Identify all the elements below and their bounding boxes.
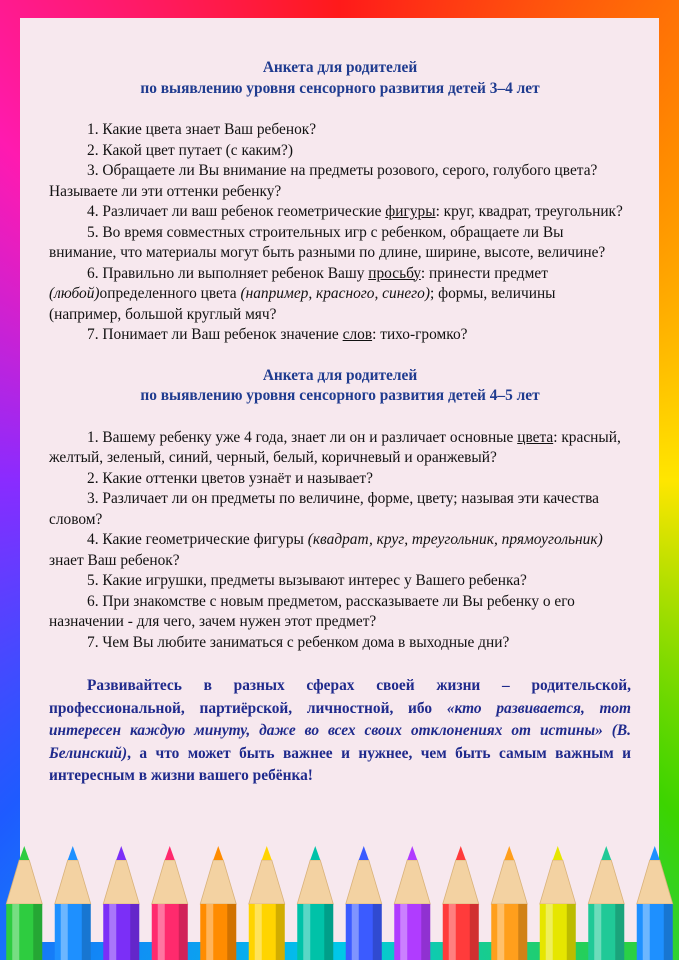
section2-title-line2: по выявлению уровня сенсорного развития детей 4–5 лет: [140, 387, 540, 404]
section2-q4-italic: (квадрат, круг, треугольник, прямоугольник): [307, 531, 603, 548]
pencil-14: [637, 846, 673, 960]
section1-question-5: 5. Во время совместных строительных игр с ребенком, обращаете ли Вы внимание, что материалы могут быть разными по длине, ширине, высоте, величине?: [49, 223, 606, 261]
section1-question-4: [49, 202, 631, 223]
section1-title: [49, 58, 631, 99]
closing-paragraph: [49, 675, 631, 788]
section2-title: [49, 366, 631, 407]
section1-question-7: [49, 325, 631, 346]
section1-q7-text-b: : тихо-громко?: [372, 326, 468, 343]
section1-q4-underlined: фигуры: [385, 203, 436, 220]
closing-part2: , а что может быть важнее и нужнее, чем быть самым важным и интересным в жизни вашего ребёнка!: [49, 744, 631, 784]
section1-q6-text-c: определенного цвета: [99, 285, 241, 302]
section2-q1-underlined: цвета: [517, 428, 554, 446]
section2-q4-text-b: знает Ваш ребенок?: [49, 551, 180, 569]
section1-q6-text-d: ; формы, величины (например, большой круглый мяч?: [49, 285, 556, 323]
pencil-9: [394, 846, 430, 960]
section1-q6-underlined: просьбу: [368, 264, 421, 282]
section1-q6-text-b: : принести предмет: [420, 264, 548, 282]
section1-q6-italic-1: (любой): [49, 285, 100, 302]
section1-q4-text-a: 4. Различает ли ваш ребенок геометрические: [87, 203, 386, 220]
closing-quote: «кто развивается, тот интересен каждую минуту, даже во всех своих отклонениях от истины» (В. Белинский): [49, 699, 631, 762]
section2-questions: [49, 428, 631, 654]
section2-question-1: [49, 428, 631, 469]
section2-q1-text-a: 1. Вашему ребенку уже 4 года, знает ли он и различает основные: [87, 428, 518, 446]
pencil-8: [346, 846, 382, 960]
section2-question-6: 6. При знакомстве с новым предметом, рассказываете ли Вы ребенку о его назначении - для чего, зачем нужен этот предмет?: [49, 592, 575, 630]
section1-question-2: 2. Какой цвет путает (с каким?): [87, 141, 293, 159]
section1-q4-text-b: : круг, квадрат, треугольник?: [435, 203, 623, 220]
section2-q4-text-a: 4. Какие геометрические фигуры: [87, 531, 308, 548]
pencil-13: [588, 846, 624, 960]
section2-question-3: 3. Различает ли он предметы по величине, форме, цвету; называя эти качества словом?: [49, 490, 599, 528]
document-content: [49, 58, 631, 803]
section1-questions: [49, 120, 631, 346]
section2-q1-text-b: : красный, желтый, зеленый, синий, черный, белый, коричневый и оранжевый?: [49, 428, 621, 466]
section2-question-4: [49, 530, 631, 571]
section1-question-3: 3. Обращаете ли Вы внимание на предметы розового, серого, голубого цвета? Называете ли эти оттенки ребенку?: [49, 162, 598, 200]
closing-part1: Развивайтесь в разных сферах своей жизни – родительской, профессиональной, партиёрской, личностной, ибо: [49, 677, 631, 717]
section1-q7-text-a: 7. Понимает ли Ваш ребенок значение: [87, 326, 343, 343]
pencil-10: [443, 846, 479, 960]
section2-question-7: 7. Чем Вы любите заниматься с ребенком дома в выходные дни?: [87, 633, 510, 651]
section1-title-line1: Анкета для родителей: [262, 59, 418, 76]
section2-question-5: 5. Какие игрушки, предметы вызывают интерес у Вашего ребенка?: [87, 572, 527, 589]
section1-question-6: [49, 264, 631, 326]
section1-q7-underlined: слов: [342, 326, 373, 343]
pencil-7: [297, 846, 333, 960]
section1-q6-italic-2: (например, красного, синего): [240, 285, 431, 302]
section2-title-line1: Анкета для родителей: [262, 366, 418, 384]
pencil-12: [540, 846, 576, 960]
section2-question-2: 2. Какие оттенки цветов узнаёт и называет?: [87, 469, 373, 487]
pencil-3: [103, 846, 139, 960]
pencil-1: [6, 846, 42, 960]
document-page: [20, 18, 659, 942]
pencil-6: [249, 846, 285, 960]
pencil-2: [55, 846, 91, 960]
pencil-4: [152, 846, 188, 960]
pencils-decoration: [0, 842, 679, 960]
pencil-11: [491, 846, 527, 960]
section1-q6-text-a: 6. Правильно ли выполняет ребенок Вашу: [87, 264, 369, 282]
section1-question-1: 1. Какие цвета знает Ваш ребенок?: [87, 121, 317, 138]
pencil-5: [200, 846, 236, 960]
section1-title-line2: по выявлению уровня сенсорного развития детей 3–4 лет: [140, 79, 540, 97]
